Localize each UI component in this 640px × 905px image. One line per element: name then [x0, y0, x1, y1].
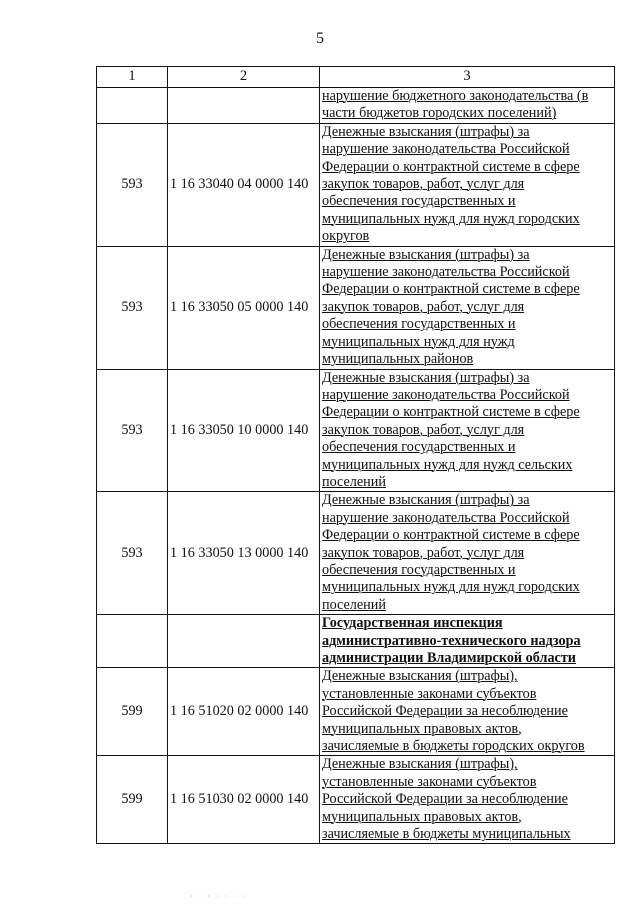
table-row [97, 492, 615, 615]
description-line: зачисляемые в бюджеты городских округов [322, 738, 585, 755]
description-line: части бюджетов городских поселений) [322, 105, 557, 122]
budget-code-cell: 1 16 33050 10 0000 140 [168, 369, 320, 492]
description-line: муниципальных нужд для нужд сельских [322, 456, 573, 473]
revenue-description-cell [320, 246, 615, 369]
description-line: муниципальных нужд для нужд городских [322, 210, 580, 227]
header-col-3: 3 [320, 67, 615, 88]
description-line: администрации Владимирской области [322, 650, 576, 666]
description-line: административно-технического надзора [322, 632, 581, 649]
description-line: Денежные взыскания (штрафы), [322, 756, 518, 773]
revenue-description-cell [320, 369, 615, 492]
description-line: Федерации о контрактной системе в сфере [322, 158, 580, 175]
description-line: Российской Федерации за несоблюдение [322, 791, 568, 808]
table-row [97, 246, 615, 369]
description-line: закупок товаров, работ, услуг для [322, 544, 525, 561]
budget-classification-table [96, 66, 615, 844]
administrator-code-cell: 599 [97, 668, 168, 756]
page-number: 5 [316, 30, 324, 47]
description-line: Федерации о контрактной системе в сфере [322, 527, 580, 544]
revenue-description-cell [320, 88, 615, 124]
description-line: закупок товаров, работ, услуг для [322, 176, 525, 193]
description-line: обеспечения государственных и [322, 193, 516, 210]
description-line: Государственная инспекция [322, 615, 503, 632]
budget-code-cell: 1 16 51020 02 0000 140 [168, 668, 320, 756]
description-line: закупок товаров, работ, услуг для [322, 298, 525, 315]
description-line: Денежные взыскания (штрафы), [322, 668, 518, 685]
revenue-description-cell [320, 756, 615, 844]
table-row [97, 668, 615, 756]
description-line: нарушение законодательства Российской [322, 509, 570, 526]
description-line: Федерации о контрактной системе в сфере [322, 404, 580, 421]
revenue-description-cell [320, 123, 615, 246]
revenue-description-cell [320, 492, 615, 615]
table-row [97, 123, 615, 246]
description-line: обеспечения государственных и [322, 561, 516, 578]
administrator-code-cell: 593 [97, 492, 168, 615]
table-row [97, 756, 615, 844]
description-line: Денежные взыскания (штрафы) за [322, 246, 530, 263]
table-row [97, 88, 615, 124]
revenue-description-cell [320, 668, 615, 756]
description-line: обеспечения государственных и [322, 316, 516, 333]
description-line: обеспечения государственных и [322, 439, 516, 456]
header-row [97, 67, 615, 88]
description-line: Федерации о контрактной системе в сфере [322, 281, 580, 298]
table-row [97, 369, 615, 492]
description-line: поселений [322, 596, 386, 613]
description-line: установленные законами субъектов [322, 685, 537, 702]
description-line: округов [322, 228, 370, 245]
table-body [97, 88, 615, 844]
administrator-code-cell: 593 [97, 369, 168, 492]
description-line: нарушение законодательства Российской [322, 264, 570, 281]
description-line: Российской Федерации за несоблюдение [322, 703, 568, 720]
description-line: закупок товаров, работ, услуг для [322, 421, 525, 438]
description-line: муниципальных районов [322, 351, 474, 368]
budget-code-cell: 1 16 33050 05 0000 140 [168, 246, 320, 369]
administrator-code-cell [97, 615, 168, 668]
header-col-2: 2 [168, 67, 320, 88]
revenue-description-cell [320, 615, 615, 668]
description-line: нарушение законодательства Российской [322, 386, 570, 403]
administrator-code-cell: 599 [97, 756, 168, 844]
description-line: Денежные взыскания (штрафы) за [322, 369, 530, 386]
description-line: поселений [322, 473, 386, 490]
description-line: Денежные взыскания (штрафы) за [322, 492, 530, 509]
description-line: Денежные взыскания (штрафы) за [322, 123, 530, 140]
description-line: нарушение бюджетного законодательства (в [322, 88, 589, 104]
administrator-code-cell: 593 [97, 123, 168, 246]
budget-code-cell: 1 16 33040 04 0000 140 [168, 123, 320, 246]
description-line: муниципальных нужд для нужд [322, 333, 515, 350]
administrator-code-cell: 593 [97, 246, 168, 369]
description-line: установленные законами субъектов [322, 773, 537, 790]
administrator-code-cell [97, 88, 168, 124]
budget-code-cell: 1 16 51030 02 0000 140 [168, 756, 320, 844]
description-line: нарушение законодательства Российской [322, 141, 570, 158]
description-line: муниципальных нужд для нужд городских [322, 579, 580, 596]
budget-code-cell [168, 615, 320, 668]
description-line: муниципальных правовых актов, [322, 808, 522, 825]
scan-artifact-marks: · · · · · · · [190, 892, 247, 901]
description-line: муниципальных правовых актов, [322, 720, 522, 737]
section-heading-row [97, 615, 615, 668]
budget-code-cell [168, 88, 320, 124]
description-line: зачисляемые в бюджеты муниципальных [322, 826, 571, 843]
budget-code-cell: 1 16 33050 13 0000 140 [168, 492, 320, 615]
header-col-1: 1 [97, 67, 168, 88]
